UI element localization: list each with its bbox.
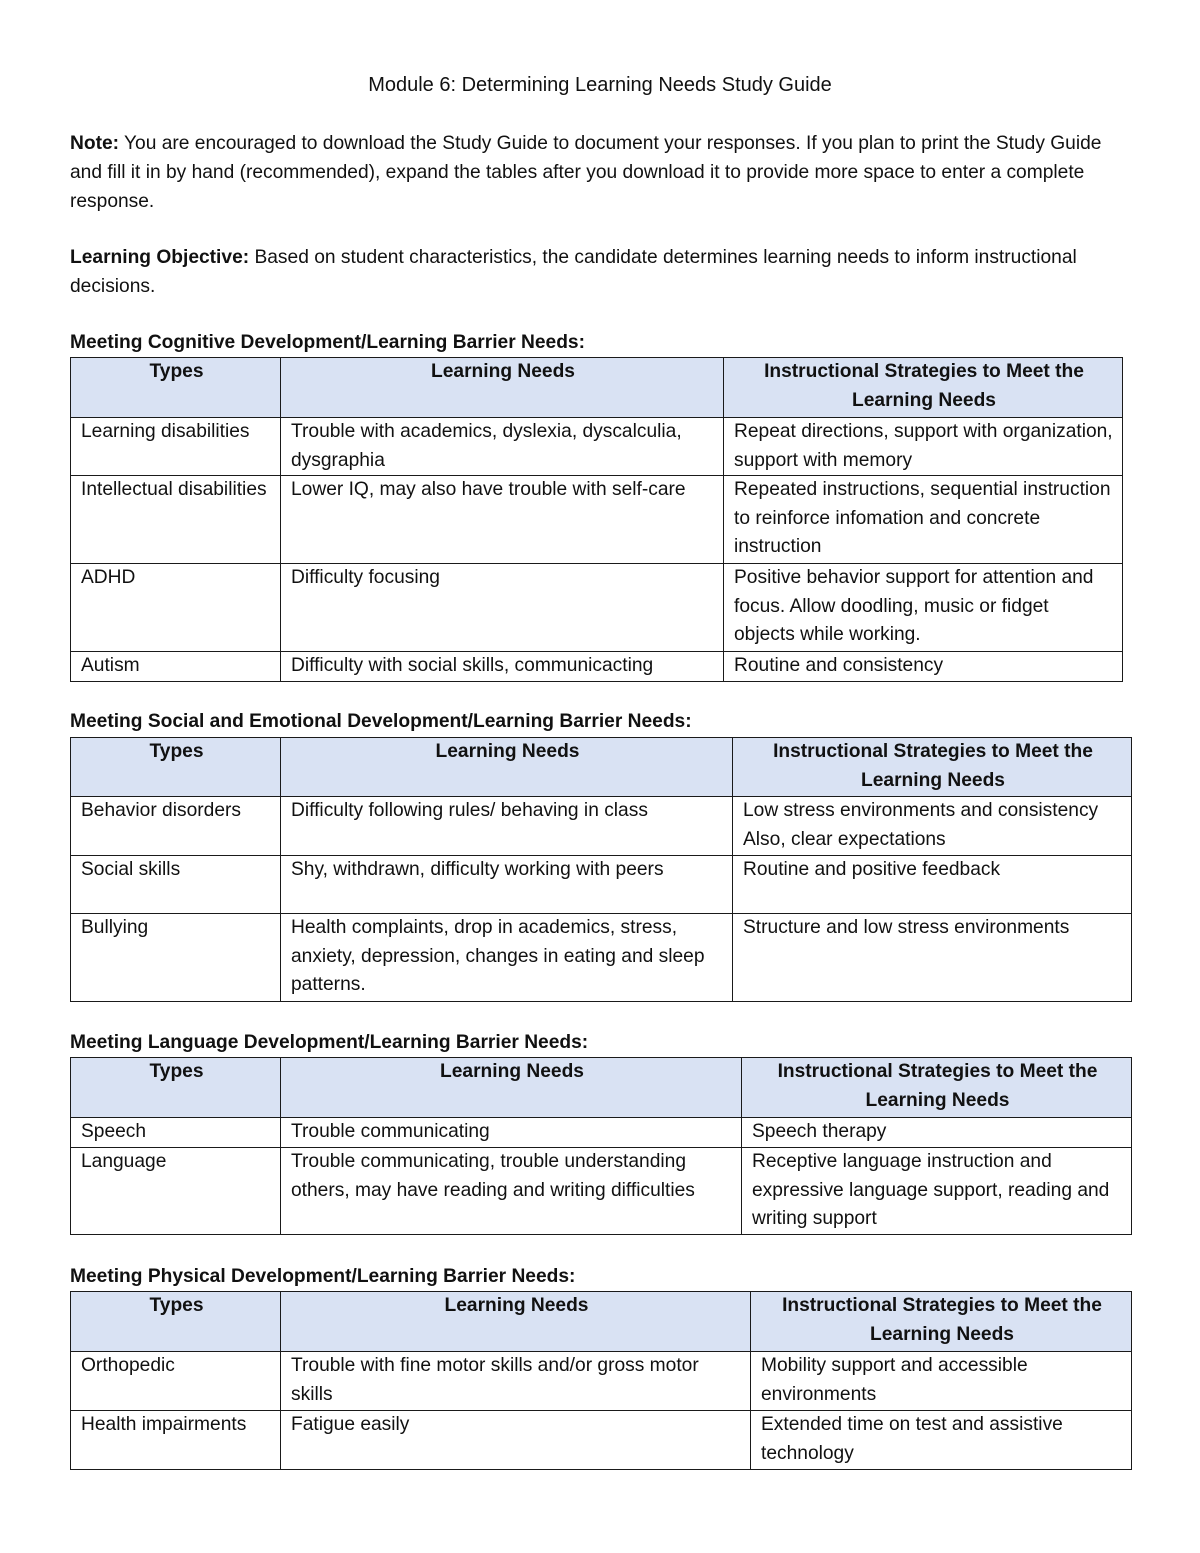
column-header-learning-needs: Learning Needs	[281, 358, 724, 418]
cell-strategies: Repeat directions, support with organization, support with memory	[724, 418, 1123, 476]
column-header-learning-needs: Learning Needs	[281, 1058, 742, 1118]
cell-learning-needs: Health complaints, drop in academics, stress, anxiety, depression, changes in eating and sleep patterns.	[281, 914, 733, 1002]
cell-learning-needs: Trouble with academics, dyslexia, dyscalculia, dysgraphia	[281, 418, 724, 476]
cell-learning-needs: Fatigue easily	[281, 1411, 751, 1470]
table-header-row	[71, 358, 1123, 418]
cell-learning-needs: Lower IQ, may also have trouble with self-care	[281, 476, 724, 564]
objective-label: Learning Objective:	[70, 247, 250, 268]
cell-type: Intellectual disabilities	[71, 476, 281, 564]
cell-learning-needs: Difficulty focusing	[281, 564, 724, 652]
note-paragraph	[70, 129, 1130, 216]
cell-type: Social skills	[71, 856, 281, 914]
section-title-language: Meeting Language Development/Learning Barrier Needs:	[70, 1032, 589, 1053]
table-header-row	[71, 738, 1132, 797]
column-header-strategies: Instructional Strategies to Meet the Learning Needs	[751, 1292, 1132, 1352]
cell-type: Health impairments	[71, 1411, 281, 1470]
cell-learning-needs: Trouble communicating	[281, 1118, 742, 1148]
objective-paragraph	[70, 243, 1130, 301]
table-physical	[70, 1291, 1132, 1470]
cell-strategies: Routine and consistency	[724, 652, 1123, 682]
table-cognitive	[70, 357, 1123, 682]
section-title-physical: Meeting Physical Development/Learning Barrier Needs:	[70, 1266, 576, 1287]
cell-type: Speech	[71, 1118, 281, 1148]
cell-type: Bullying	[71, 914, 281, 1002]
column-header-types: Types	[71, 738, 281, 797]
cell-type: Orthopedic	[71, 1352, 281, 1411]
cell-strategies: Receptive language instruction and expressive language support, reading and writing support	[742, 1148, 1132, 1235]
note-text: You are encouraged to download the Study Guide to document your responses. If you plan to print the Study Guide and fill it in by hand (recommended), expand the tables after you download it to provide more space to enter a complete response.	[70, 133, 1102, 212]
table-row	[71, 652, 1123, 682]
cell-type: Behavior disorders	[71, 797, 281, 856]
table-row	[71, 1148, 1132, 1235]
section-title-cognitive: Meeting Cognitive Development/Learning Barrier Needs:	[70, 332, 585, 353]
table-row	[71, 1118, 1132, 1148]
cell-strategies: Positive behavior support for attention and focus. Allow doodling, music or fidget objects while working.	[724, 564, 1123, 652]
cell-type: ADHD	[71, 564, 281, 652]
column-header-learning-needs: Learning Needs	[281, 738, 733, 797]
cell-learning-needs: Difficulty with social skills, communicacting	[281, 652, 724, 682]
cell-type: Autism	[71, 652, 281, 682]
cell-type: Learning disabilities	[71, 418, 281, 476]
table-header-row	[71, 1292, 1132, 1352]
table-header-row	[71, 1058, 1132, 1118]
table-social-emotional	[70, 737, 1132, 1002]
cell-strategies: Mobility support and accessible environments	[751, 1352, 1132, 1411]
cell-strategies: Structure and low stress environments	[733, 914, 1132, 1002]
cell-learning-needs: Shy, withdrawn, difficulty working with peers	[281, 856, 733, 914]
section-title-social-emotional: Meeting Social and Emotional Development/Learning Barrier Needs:	[70, 711, 692, 732]
table-row	[71, 476, 1123, 564]
table-row	[71, 797, 1132, 856]
table-row	[71, 418, 1123, 476]
column-header-learning-needs: Learning Needs	[281, 1292, 751, 1352]
objective-text: Based on student characteristics, the candidate determines learning needs to inform instructional decisions.	[70, 247, 1077, 297]
column-header-strategies: Instructional Strategies to Meet the Learning Needs	[742, 1058, 1132, 1118]
cell-learning-needs: Trouble communicating, trouble understanding others, may have reading and writing difficulties	[281, 1148, 742, 1235]
cell-strategies: Low stress environments and consistency Also, clear expectations	[733, 797, 1132, 856]
document-title: Module 6: Determining Learning Needs Study Guide	[368, 74, 832, 96]
cell-learning-needs: Difficulty following rules/ behaving in class	[281, 797, 733, 856]
column-header-types: Types	[71, 358, 281, 418]
column-header-strategies: Instructional Strategies to Meet the Learning Needs	[733, 738, 1132, 797]
table-row	[71, 856, 1132, 914]
column-header-types: Types	[71, 1058, 281, 1118]
cell-learning-needs: Trouble with fine motor skills and/or gross motor skills	[281, 1352, 751, 1411]
cell-strategies: Speech therapy	[742, 1118, 1132, 1148]
cell-type: Language	[71, 1148, 281, 1235]
table-row	[71, 564, 1123, 652]
note-label: Note:	[70, 133, 120, 154]
column-header-strategies: Instructional Strategies to Meet the Learning Needs	[724, 358, 1123, 418]
table-row	[71, 1352, 1132, 1411]
table-row	[71, 1411, 1132, 1470]
cell-strategies: Repeated instructions, sequential instruction to reinforce infomation and concrete instruction	[724, 476, 1123, 564]
table-language	[70, 1057, 1132, 1235]
column-header-types: Types	[71, 1292, 281, 1352]
cell-strategies: Routine and positive feedback	[733, 856, 1132, 914]
cell-strategies: Extended time on test and assistive technology	[751, 1411, 1132, 1470]
table-row	[71, 914, 1132, 1002]
